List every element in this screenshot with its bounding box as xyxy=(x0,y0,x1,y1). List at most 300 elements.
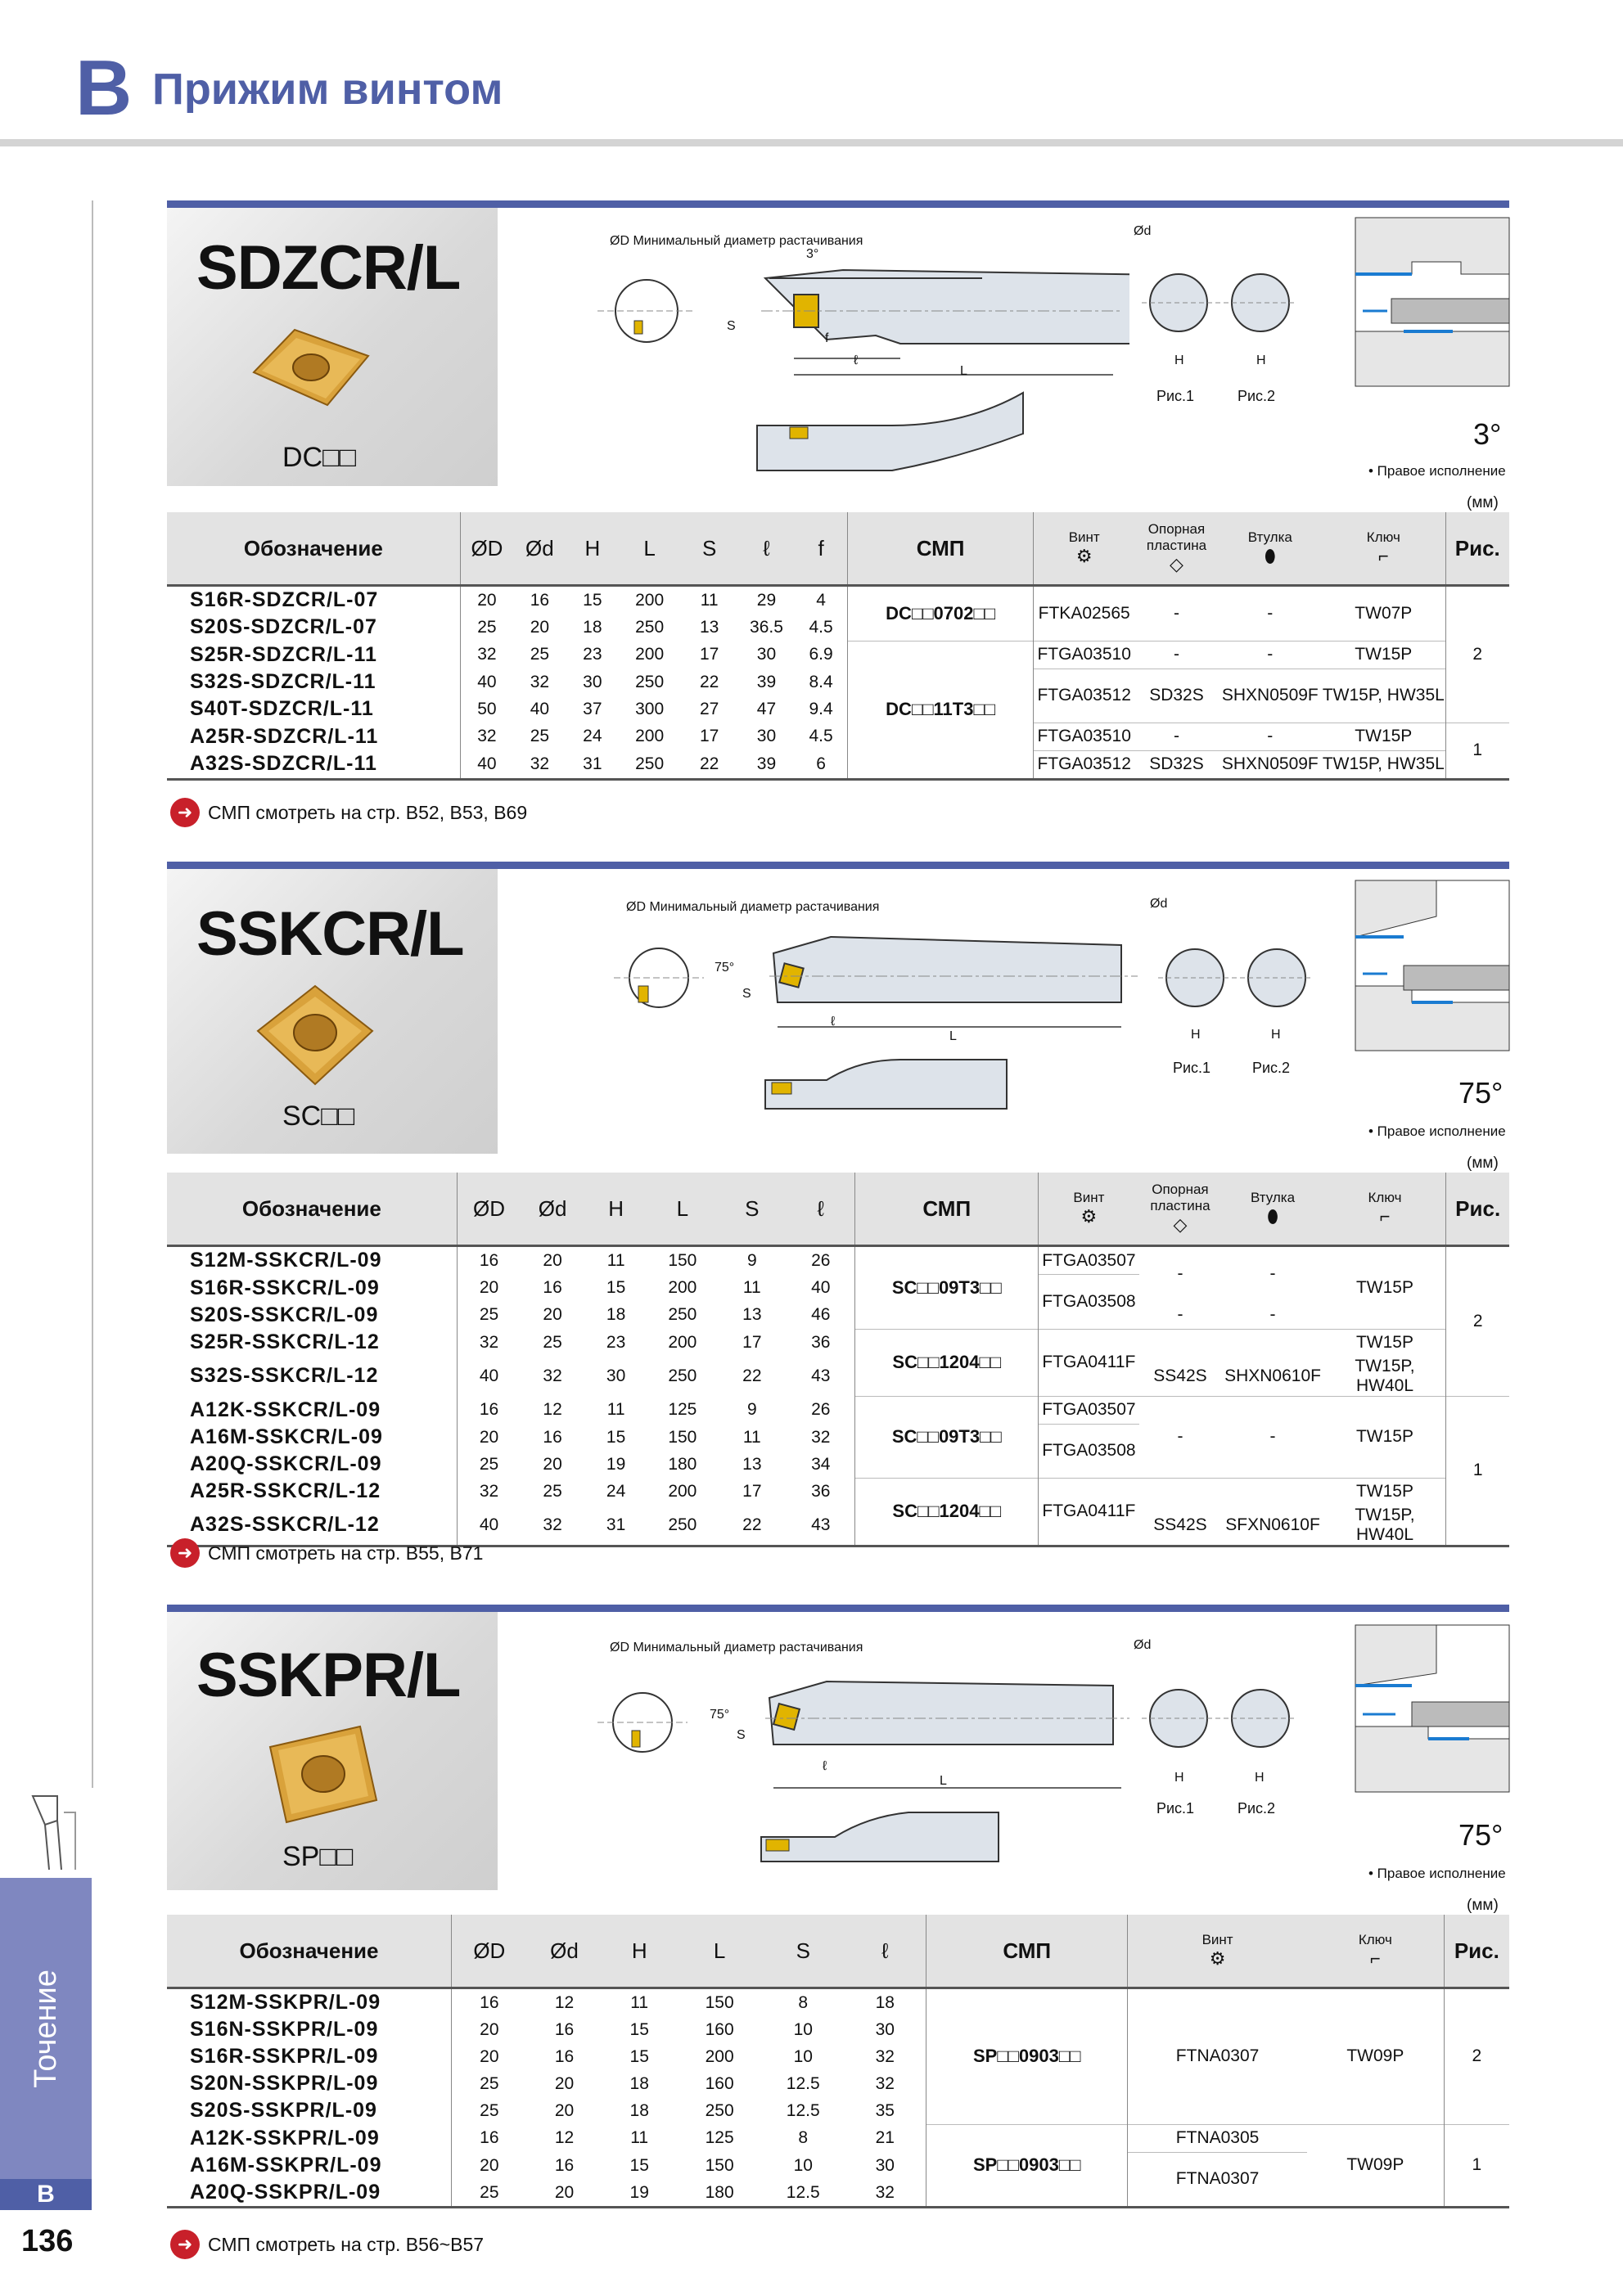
table-cell: 11 xyxy=(606,1250,625,1270)
table-cell: 31 xyxy=(606,1515,626,1534)
table-cell: 20 xyxy=(543,1305,562,1325)
dim-l-small: ℓ xyxy=(823,1759,827,1773)
col-header: Рис. xyxy=(1445,512,1509,586)
table-cell: 18 xyxy=(629,2073,649,2093)
insert-cell: SP□□0903□□ xyxy=(926,2124,1128,2208)
section-top-bar xyxy=(167,1605,1509,1612)
table-cell: 200 xyxy=(668,1481,697,1501)
table-row xyxy=(167,1478,1509,1506)
table-row xyxy=(167,669,1509,696)
dim-s: S xyxy=(727,319,736,333)
key-icon: ⌐ xyxy=(1379,1206,1391,1227)
table-cell: A25R-SDZCR/L-11 xyxy=(190,724,379,748)
col-header: Рис. xyxy=(1446,1173,1509,1246)
table-cell: 30 xyxy=(756,645,777,664)
table-cell: 250 xyxy=(705,2100,734,2120)
table-cell: 25 xyxy=(451,2097,526,2124)
col-header-key: Ключ ⌐ xyxy=(1322,512,1445,586)
table-cell: S20S-SDZCR/L-07 xyxy=(190,615,377,638)
table-cell: 4.5 xyxy=(809,727,833,745)
table-cell: SS42S xyxy=(1153,1515,1207,1534)
table-cell: 10 xyxy=(793,2046,813,2066)
table-cell: 200 xyxy=(635,590,665,610)
right-hand-note: • Правое исполнение xyxy=(1368,1866,1506,1881)
table-cell: 37 xyxy=(583,699,602,718)
table-cell: 25 xyxy=(460,614,513,641)
table-cell: 125 xyxy=(705,2128,734,2147)
cross-section-figures xyxy=(1142,1681,1297,1763)
col-header-screw: Винт ⚙ xyxy=(1033,512,1134,586)
dim-h1: H xyxy=(1174,353,1184,367)
insert-cell: SC□□1204□□ xyxy=(855,1329,1039,1396)
table-cell: 8 xyxy=(798,1992,809,2012)
figure-2-label: Рис.2 xyxy=(1238,388,1276,404)
table-cell: 13 xyxy=(742,1454,762,1474)
col-header: Ød xyxy=(521,1173,584,1246)
table-cell: 29 xyxy=(756,590,777,610)
table-cell: TW15P xyxy=(1324,1329,1446,1357)
dim-d: Ød xyxy=(1134,224,1152,238)
table-cell: 39 xyxy=(756,754,777,773)
table-cell: TW07P xyxy=(1355,603,1413,623)
table-cell: TW15P, HW40L xyxy=(1355,1356,1415,1395)
table-cell: 23 xyxy=(606,1332,626,1352)
insert-code: SP□□ xyxy=(282,1841,354,1872)
table-cell: 20 xyxy=(554,2073,575,2093)
table-cell: 12 xyxy=(543,1400,562,1419)
sleeve-icon: ⬮ xyxy=(1264,546,1276,566)
table-row xyxy=(167,1302,1509,1330)
insert-reference-note: ➜ СМП смотреть на стр. B52, B53, B69 xyxy=(170,798,527,827)
table-cell: 16 xyxy=(530,590,550,610)
col-header: S xyxy=(680,512,738,586)
table-cell: 16 xyxy=(451,2124,526,2152)
table-cell: 32 xyxy=(543,1515,562,1534)
table-cell: 11 xyxy=(700,590,719,610)
table-cell: - xyxy=(1177,1305,1183,1324)
table-cell: 34 xyxy=(811,1454,831,1474)
turning-tool-icon xyxy=(25,1788,82,1878)
spec-table-1 xyxy=(167,512,1509,781)
table-cell: - xyxy=(1134,641,1218,669)
table-cell: 40 xyxy=(457,1357,521,1397)
col-header: СМП xyxy=(855,1173,1039,1246)
table-row xyxy=(167,1246,1509,1275)
table-cell: 32 xyxy=(530,754,550,773)
dim-s: S xyxy=(737,1728,746,1742)
angle-label: 3° xyxy=(806,247,819,261)
table-cell: - xyxy=(1134,723,1218,750)
insert-cell: SC□□09T3□□ xyxy=(855,1396,1039,1478)
table-cell: 1 xyxy=(1444,2124,1509,2208)
table-cell: 200 xyxy=(668,1332,697,1352)
table-cell: 16 xyxy=(554,2155,575,2175)
table-cell: SFXN0610F xyxy=(1225,1515,1320,1534)
table-cell: 11 xyxy=(606,1400,625,1419)
table-cell: 12.5 xyxy=(786,2182,820,2202)
table-cell: 9 xyxy=(746,1400,757,1419)
figure-1-label: Рис.1 xyxy=(1156,388,1195,404)
table-cell: 8 xyxy=(798,2128,809,2147)
table-row xyxy=(167,2124,1509,2152)
table-cell: A12K-SSKPR/L-09 xyxy=(190,2126,380,2150)
dim-h1: H xyxy=(1174,1771,1184,1785)
table-cell: FTGA03507 xyxy=(1039,1396,1139,1424)
col-header: L xyxy=(647,1173,717,1246)
col-header: СМП xyxy=(848,512,1034,586)
table-cell: 13 xyxy=(742,1305,762,1325)
table-cell: FTGA03512 xyxy=(1033,669,1134,723)
table-cell: 36 xyxy=(811,1481,831,1501)
col-header: ℓ xyxy=(844,1915,926,1988)
table-cell: 16 xyxy=(554,2019,575,2039)
table-cell: S20S-SSKPR/L-09 xyxy=(190,2099,377,2122)
table-cell: S16R-SDZCR/L-07 xyxy=(190,588,379,611)
table-cell: FTGA03510 xyxy=(1033,723,1134,750)
table-cell: - xyxy=(1219,641,1323,669)
table-cell: 9 xyxy=(746,1250,757,1270)
product-name: SDZCR/L xyxy=(196,233,461,303)
table-row xyxy=(167,750,1509,779)
table-cell: 20 xyxy=(554,2182,575,2202)
angle-value: 75° xyxy=(1458,1818,1504,1852)
table-cell: SHXN0509F xyxy=(1219,750,1323,779)
table-cell: 40 xyxy=(811,1278,831,1297)
key-icon: ⌐ xyxy=(1377,546,1389,566)
col-header: f xyxy=(795,512,848,586)
tool-drawing xyxy=(614,912,1146,1117)
table-cell: TW15P xyxy=(1322,641,1445,669)
sidebar-category-label: Точение xyxy=(28,1969,63,2088)
table-cell: S20N-SSKPR/L-09 xyxy=(190,2072,379,2095)
table-cell: 50 xyxy=(460,696,513,723)
col-header-screw: Винт ⚙ xyxy=(1039,1173,1139,1246)
col-header: L xyxy=(677,1915,762,1988)
tool-drawing xyxy=(597,1653,1129,1866)
figure-1-label: Рис.1 xyxy=(1156,1800,1195,1817)
table-cell: - xyxy=(1269,1305,1276,1324)
table-cell: 25 xyxy=(530,645,550,664)
boring-illustration xyxy=(1355,1624,1510,1793)
col-header: ØD xyxy=(457,1173,521,1246)
table-cell: 2 xyxy=(1444,1988,1509,2125)
table-cell xyxy=(1139,1478,1222,1506)
col-header-shim: Опорная пластина ◇ xyxy=(1139,1173,1222,1246)
table-cell: 46 xyxy=(811,1305,831,1325)
col-header: H xyxy=(566,512,619,586)
table-cell: 13 xyxy=(699,617,719,637)
table-cell: 20 xyxy=(451,2043,526,2070)
table-cell: 32 xyxy=(543,1366,562,1385)
cross-section-figures xyxy=(1158,941,1314,1023)
table-cell: 15 xyxy=(629,2046,649,2066)
table-cell: S25R-SSKCR/L-12 xyxy=(190,1330,380,1354)
table-cell: 18 xyxy=(606,1305,626,1325)
table-cell: - xyxy=(1221,1396,1323,1478)
table-cell: 18 xyxy=(583,617,602,637)
table-cell: 4.5 xyxy=(809,617,833,637)
table-cell: 36 xyxy=(811,1332,831,1352)
shim-icon: ◇ xyxy=(1173,1214,1188,1235)
min-diameter-label: ØD Минимальный диаметр растачивания xyxy=(610,1641,863,1654)
table-cell: FTGA03508 xyxy=(1039,1275,1139,1330)
table-cell: 25 xyxy=(451,2179,526,2208)
insert-cell: DC□□11T3□□ xyxy=(848,641,1034,779)
sleeve-icon: ⬮ xyxy=(1267,1206,1278,1227)
table-cell: 20 xyxy=(543,1454,562,1474)
boring-illustration xyxy=(1355,880,1510,1051)
table-cell: 20 xyxy=(530,617,550,637)
col-header-screw: Винт ⚙ xyxy=(1128,1915,1307,1988)
table-cell: S16N-SSKPR/L-09 xyxy=(190,2018,379,2041)
screw-icon: ⚙ xyxy=(1080,1206,1098,1227)
sidebar-section-tab: B xyxy=(0,2179,92,2210)
table-cell: 22 xyxy=(742,1515,762,1534)
table-cell: FTGA03507 xyxy=(1039,1246,1139,1275)
right-hand-note: • Правое исполнение xyxy=(1368,1123,1506,1139)
table-cell: 1 xyxy=(1446,1396,1509,1546)
table-cell: 15 xyxy=(606,1427,626,1447)
dim-L: L xyxy=(949,1029,957,1043)
col-header: S xyxy=(717,1173,787,1246)
section-top-bar xyxy=(167,862,1509,869)
table-cell: 300 xyxy=(635,699,665,718)
table-cell: 6 xyxy=(816,754,826,773)
table-cell: 11 xyxy=(742,1427,761,1447)
table-cell: 25 xyxy=(543,1332,562,1352)
section-top-bar xyxy=(167,200,1509,208)
min-diameter-label: ØD Минимальный диаметр растачивания xyxy=(610,234,863,248)
product-name: SSKPR/L xyxy=(196,1641,461,1710)
spec-table-2 xyxy=(167,1173,1509,1547)
min-diameter-label: ØD Минимальный диаметр растачивания xyxy=(626,900,880,914)
table-cell: SD32S xyxy=(1134,669,1218,723)
table-cell: 16 xyxy=(554,2046,575,2066)
table-cell: 1 xyxy=(1445,723,1509,779)
table-cell: 250 xyxy=(635,617,665,637)
table-cell: 32 xyxy=(811,1427,831,1447)
table-cell: 20 xyxy=(543,1250,562,1270)
table-cell: 24 xyxy=(583,727,602,745)
table-cell: 21 xyxy=(875,2128,895,2147)
table-cell: 20 xyxy=(460,586,513,615)
table-cell: FTNA0307 xyxy=(1128,1988,1307,2125)
table-cell: 15 xyxy=(606,1278,626,1297)
table-row xyxy=(167,1988,1509,2017)
col-header: ØD xyxy=(451,1915,526,1988)
table-cell: 18 xyxy=(629,2100,649,2120)
table-cell: 19 xyxy=(629,2182,649,2202)
table-cell: 43 xyxy=(811,1366,831,1385)
angle-label: 75° xyxy=(710,1708,730,1722)
table-cell: A12K-SSKCR/L-09 xyxy=(190,1398,381,1421)
table-cell: 15 xyxy=(583,590,602,610)
table-cell: A20Q-SSKCR/L-09 xyxy=(190,1452,382,1475)
figure-2-label: Рис.2 xyxy=(1238,1800,1276,1817)
table-cell: 11 xyxy=(630,2128,649,2147)
table-cell: 32 xyxy=(875,2046,895,2066)
dim-l-small: ℓ xyxy=(831,1015,836,1029)
table-cell: S32S-SDZCR/L-11 xyxy=(190,670,376,693)
insert-image xyxy=(254,982,376,1088)
header-rule xyxy=(0,139,1623,146)
table-cell: - xyxy=(1269,1264,1276,1284)
table-cell: 26 xyxy=(811,1250,831,1270)
table-cell: 16 xyxy=(451,1988,526,2017)
table-cell: 40 xyxy=(530,699,550,718)
col-header: ØD xyxy=(460,512,513,586)
table-cell: 150 xyxy=(705,2155,734,2175)
dim-d: Ød xyxy=(1134,1638,1152,1652)
table-cell: 15 xyxy=(629,2155,649,2175)
table-cell: 16 xyxy=(543,1427,562,1447)
table-cell: 31 xyxy=(583,754,602,773)
sidebar-line xyxy=(92,200,93,1788)
table-row xyxy=(167,1329,1509,1357)
cross-section-figures xyxy=(1142,262,1297,352)
table-cell: 20 xyxy=(457,1275,521,1302)
table-cell: 6.9 xyxy=(809,645,833,664)
table-cell: TW15P xyxy=(1324,1478,1446,1506)
table-cell: 150 xyxy=(668,1250,697,1270)
table-cell: 150 xyxy=(705,1992,734,2012)
table-cell: 25 xyxy=(530,727,550,745)
col-header: Рис. xyxy=(1444,1915,1509,1988)
table-cell: 30 xyxy=(875,2155,895,2175)
table-cell: 20 xyxy=(554,2100,575,2120)
table-cell: 20 xyxy=(451,2016,526,2043)
table-cell: 36.5 xyxy=(750,617,783,637)
screw-icon: ⚙ xyxy=(1209,1948,1226,1969)
insert-cell: SC□□1204□□ xyxy=(855,1478,1039,1546)
insert-cell: SP□□0903□□ xyxy=(926,1988,1128,2125)
table-cell: 160 xyxy=(705,2019,734,2039)
table-cell: 180 xyxy=(705,2182,734,2202)
table-cell: 125 xyxy=(668,1400,697,1419)
table-row xyxy=(167,641,1509,669)
table-cell: FTKA02565 xyxy=(1033,586,1134,642)
table-cell: - xyxy=(1267,603,1274,623)
table-cell: S40T-SDZCR/L-11 xyxy=(190,697,374,720)
units-mm: (мм) xyxy=(1467,494,1499,511)
col-header: S xyxy=(762,1915,844,1988)
table-cell: 16 xyxy=(457,1246,521,1275)
table-cell: FTGA03510 xyxy=(1033,641,1134,669)
col-header: H xyxy=(602,1915,677,1988)
table-cell: 23 xyxy=(583,645,602,664)
table-cell: 16 xyxy=(543,1278,562,1297)
table-cell: 40 xyxy=(460,669,513,696)
table-cell: 2 xyxy=(1446,1246,1509,1397)
table-cell: 150 xyxy=(668,1427,697,1447)
table-cell: S20S-SSKCR/L-09 xyxy=(190,1303,379,1326)
table-cell: - xyxy=(1139,1396,1222,1478)
table-cell: FTNA0305 xyxy=(1128,2124,1307,2152)
table-cell: S25R-SDZCR/L-11 xyxy=(190,642,377,666)
table-cell: S16R-SSKPR/L-09 xyxy=(190,2045,379,2068)
table-cell: 10 xyxy=(793,2019,813,2039)
table-cell: 250 xyxy=(635,672,665,691)
table-cell: - xyxy=(1219,723,1323,750)
table-cell: TW09P xyxy=(1307,2124,1444,2208)
col-header: Обозначение xyxy=(167,1915,451,1988)
table-row xyxy=(167,723,1509,750)
table-cell: 30 xyxy=(583,672,602,691)
table-cell: SHXN0610F xyxy=(1224,1366,1321,1385)
table-cell: A32S-SDZCR/L-11 xyxy=(190,752,377,776)
product-name: SSKCR/L xyxy=(196,899,464,969)
dim-h2: H xyxy=(1255,1771,1265,1785)
key-icon: ⌐ xyxy=(1369,1948,1381,1969)
dim-h1: H xyxy=(1191,1028,1201,1042)
col-header: Обозначение xyxy=(167,1173,457,1246)
col-header: ℓ xyxy=(787,1173,854,1246)
table-cell: 200 xyxy=(668,1278,697,1297)
table-cell: 32 xyxy=(457,1329,521,1357)
table-cell: 25 xyxy=(457,1451,521,1478)
table-cell: 180 xyxy=(668,1454,697,1474)
table-cell: FTNA0307 xyxy=(1128,2152,1307,2208)
dim-h2: H xyxy=(1271,1028,1281,1042)
col-header: ℓ xyxy=(738,512,795,586)
col-header-key: Ключ ⌐ xyxy=(1324,1173,1446,1246)
col-header-shim: Опорная пластина ◇ xyxy=(1134,512,1218,586)
table-cell: TW15P xyxy=(1322,723,1445,750)
screw-icon: ⚙ xyxy=(1075,546,1093,566)
table-cell: 200 xyxy=(635,645,665,664)
table-cell: 200 xyxy=(705,2046,734,2066)
table-cell: TW15P, HW40L xyxy=(1355,1505,1415,1544)
insert-image xyxy=(254,1722,385,1829)
insert-code: DC□□ xyxy=(282,442,357,473)
insert-code: SC□□ xyxy=(282,1101,355,1132)
table-cell: 30 xyxy=(756,727,777,745)
dim-f: f xyxy=(825,331,829,345)
col-header: Ød xyxy=(513,512,566,586)
right-hand-note: • Правое исполнение xyxy=(1368,463,1506,479)
table-cell: 250 xyxy=(668,1515,697,1534)
table-cell: 11 xyxy=(630,1992,649,2012)
table-cell: 39 xyxy=(756,672,777,691)
table-cell: FTGA03508 xyxy=(1039,1424,1139,1478)
col-header-sleeve: Втулка ⬮ xyxy=(1219,512,1323,586)
table-cell: A16M-SSKPR/L-09 xyxy=(190,2154,382,2177)
table-cell: 16 xyxy=(457,1396,521,1424)
table-cell: 32 xyxy=(460,723,513,750)
col-header: H xyxy=(584,1173,648,1246)
table-cell: 43 xyxy=(811,1515,831,1534)
table-cell: 18 xyxy=(875,1992,895,2012)
table-cell: 250 xyxy=(635,754,665,773)
table-cell: 250 xyxy=(668,1366,697,1385)
table-cell: 26 xyxy=(811,1400,831,1419)
dim-L: L xyxy=(960,364,967,378)
table-cell: 32 xyxy=(875,2073,895,2093)
table-cell: 12 xyxy=(554,2128,575,2147)
table-cell: 40 xyxy=(457,1506,521,1546)
table-cell: S16R-SSKCR/L-09 xyxy=(190,1276,380,1299)
dim-s: S xyxy=(742,987,751,1001)
table-cell: 160 xyxy=(705,2073,734,2093)
figure-1-label: Рис.1 xyxy=(1173,1060,1211,1076)
table-cell: SD32S xyxy=(1134,750,1218,779)
table-cell xyxy=(1221,1478,1323,1506)
table-cell: A16M-SSKCR/L-09 xyxy=(190,1425,383,1448)
col-header-key: Ключ ⌐ xyxy=(1307,1915,1444,1988)
table-cell: 10 xyxy=(793,2155,813,2175)
table-cell: 30 xyxy=(606,1366,626,1385)
table-cell: SHXN0509F xyxy=(1219,669,1323,723)
